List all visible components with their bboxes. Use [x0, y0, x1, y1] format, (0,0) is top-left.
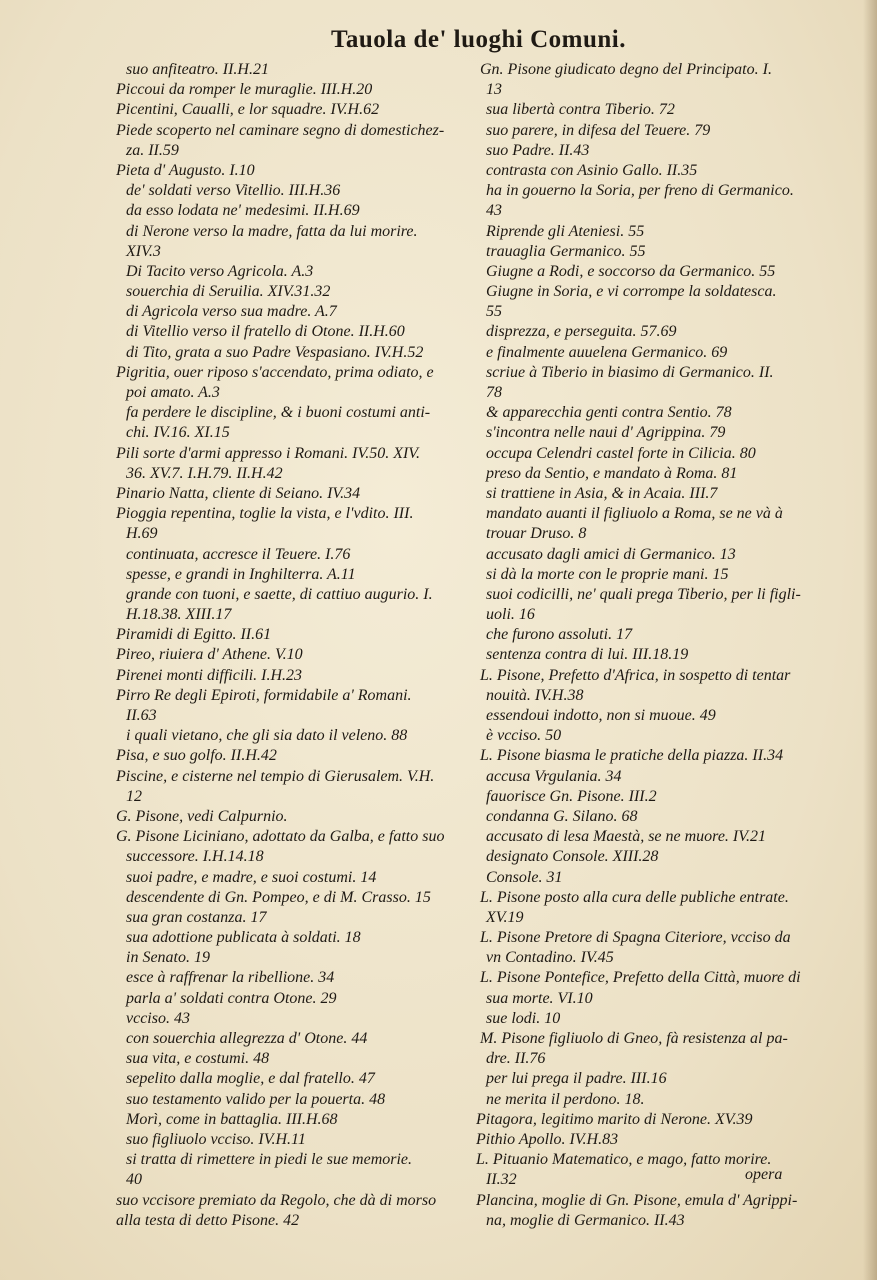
index-entry-line: 55: [486, 303, 502, 321]
index-entry-line: da esso lodata ne' medesimi. II.H.69: [126, 202, 360, 220]
index-entry-line: suo anfiteatro. II.H.21: [126, 61, 269, 78]
index-entry-line: che furono assoluti. 17: [486, 626, 633, 644]
index-entry-line: sua adottione publicata à soldati. 18: [126, 929, 361, 947]
index-entry-line: Giugne a Rodi, e soccorso da Germanico. 55: [486, 262, 776, 280]
index-entry-line: è vcciso. 50: [486, 727, 562, 745]
index-entry-line: fa perdere le discipline, & i buoni costumi anti-: [126, 404, 431, 422]
index-entry-line: & apparecchia genti contra Sentio. 78: [486, 404, 732, 422]
index-entry-line: Pitagora, legitimo marito di Nerone. XV.39: [476, 1110, 753, 1128]
index-entry-line: contrasta con Asinio Gallo. II.35: [486, 161, 698, 179]
index-entry-line: designato Console. XIII.28: [486, 848, 659, 866]
index-entry-line: sua gran costanza. 17: [126, 908, 267, 926]
index-entry-line: accusato dagli amici di Germanico. 13: [486, 545, 736, 563]
index-entry-line: con souerchia allegrezza d' Otone. 44: [126, 1030, 368, 1047]
index-entry-line: M. Pisone figliuolo di Gneo, fà resistenza al pa-: [480, 1030, 788, 1047]
index-entry-line: suo figliuolo vcciso. IV.H.11: [126, 1130, 306, 1148]
index-entry-line: Pithio Apollo. IV.H.83: [476, 1130, 619, 1148]
index-entry-line: Pili sorte d'armi appresso i Romani. IV.50. XIV.: [116, 444, 421, 462]
index-entry-line: Piede scoperto nel caminare segno di domestichez-: [116, 121, 445, 139]
index-entry-line: Pieta d' Augusto. I.10: [116, 161, 255, 179]
index-entry-line: uoli. 16: [486, 606, 535, 624]
index-entry-line: trauaglia Germanico. 55: [486, 242, 646, 260]
index-entry-line: disprezza, e perseguita. 57.69: [486, 323, 677, 341]
index-entry-line: sua morte. VI.10: [486, 989, 593, 1007]
index-entry-line: preso da Sentio, e mandato à Roma. 81: [486, 464, 738, 482]
index-entry-line: chi. IV.16. XI.15: [126, 424, 230, 442]
index-entry-line: Picentini, Caualli, e lor squadre. IV.H.62: [116, 101, 380, 119]
index-entry-line: successore. I.H.14.18: [126, 848, 264, 866]
index-entry-line: di Agricola verso sua madre. A.7: [126, 303, 337, 321]
index-entry-line: 43: [486, 202, 502, 220]
index-entry-line: si tratta di rimettere in piedi le sue memorie.: [126, 1151, 413, 1169]
index-entry-line: sua vita, e costumi. 48: [126, 1050, 270, 1068]
index-entry-line: spesse, e grandi in Inghilterra. A.11: [126, 565, 356, 583]
index-entry-line: si trattiene in Asia, & in Acaia. III.7: [486, 484, 718, 502]
index-entry-line: II.32: [486, 1171, 517, 1189]
index-entry-line: Pireo, riuiera d' Athene. V.10: [116, 646, 303, 664]
index-entry-line: II.63: [126, 707, 157, 724]
left-column: [116, 60, 472, 1231]
index-entry-line: za. II.59: [126, 141, 179, 159]
index-entry-line: de' soldati verso Vitellio. III.H.36: [126, 182, 341, 200]
index-entry-line: L. Pituanio Matematico, e mago, fatto morire.: [476, 1151, 772, 1169]
index-entry-line: si dà la morte con le proprie mani. 15: [486, 565, 729, 583]
index-entry-line: alla testa di detto Pisone. 42: [116, 1211, 300, 1229]
index-entry-line: suo Padre. II.43: [486, 141, 590, 159]
index-entry-line: Di Tacito verso Agricola. A.3: [126, 262, 314, 280]
index-entry-line: vn Contadino. IV.45: [486, 949, 614, 967]
index-entry-line: 12: [126, 787, 142, 805]
index-entry-line: di Vitellio verso il fratello di Otone. II.H.60: [126, 323, 405, 341]
index-entry-line: H.69: [126, 525, 158, 543]
index-entry-line: 36. XV.7. I.H.79. II.H.42: [126, 464, 283, 482]
index-entry-line: G. Pisone Liciniano, adottato da Galba, e fatto suo: [116, 828, 445, 846]
index-entry-line: sua libertà contra Tiberio. 72: [486, 101, 675, 119]
index-entry-line: XIV.3: [126, 242, 161, 260]
right-column: [476, 60, 826, 1231]
index-entry-line: suo parere, in difesa del Teuere. 79: [486, 121, 711, 139]
index-entry-line: Pirro Re degli Epiroti, formidabile a' Romani.: [116, 686, 412, 704]
page-header: Tauola de' luoghi Comuni.: [330, 26, 626, 53]
index-entry-line: occupa Celendri castel forte in Cilicia. 80: [486, 444, 756, 462]
catchword: opera: [745, 1166, 783, 1183]
index-entry-line: Giugne in Soria, e vi corrompe la soldatesca.: [486, 283, 777, 301]
index-entry-line: L. Pisone Pretore di Spagna Citeriore, vcciso da: [480, 929, 791, 947]
index-entry-line: s'incontra nelle naui d' Agrippina. 79: [486, 424, 726, 442]
index-entry-line: di Nerone verso la madre, fatta da lui morire.: [126, 222, 418, 240]
index-entry-line: suoi padre, e madre, e suoi costumi. 14: [126, 868, 377, 886]
index-entry-line: per lui prega il padre. III.16: [486, 1070, 667, 1088]
index-entry-line: Piramidi di Egitto. II.61: [116, 626, 272, 644]
index-entry-line: essendoui indotto, non si muoue. 49: [486, 707, 716, 724]
index-entry-line: sepelito dalla moglie, e dal fratello. 47: [126, 1070, 375, 1088]
index-entry-line: 13: [486, 81, 502, 99]
index-entry-line: trouar Druso. 8: [486, 525, 587, 543]
index-entry-line: nouità. IV.H.38: [486, 686, 584, 704]
index-entry-line: di Tito, grata a suo Padre Vespasiano. IV.H.52: [126, 343, 424, 361]
index-entry-line: Piscine, e cisterne nel tempio di Gierusalem. V.H.: [116, 767, 435, 785]
index-entry-line: G. Pisone, vedi Calpurnio.: [116, 807, 288, 825]
index-entry-line: Morì, come in battaglia. III.H.68: [126, 1110, 338, 1128]
index-entry-line: Pirenei monti difficili. I.H.23: [116, 666, 303, 684]
index-entry-line: souerchia di Seruilia. XIV.31.32: [126, 283, 331, 301]
index-entry-line: vcciso. 43: [126, 1009, 190, 1027]
index-entry-line: descendente di Gn. Pompeo, e di M. Crasso. 15: [126, 888, 431, 906]
index-entry-line: i quali vietano, che gli sia dato il veleno. 88: [126, 727, 408, 745]
index-entry-line: L. Pisone biasma le pratiche della piazza. II.34: [480, 747, 784, 765]
index-entry-line: esce à raffrenar la ribellione. 34: [126, 969, 335, 987]
index-entry-line: L. Pisone Pontefice, Prefetto della Città, muore di: [480, 969, 801, 987]
index-entry-line: mandato auanti il figliuolo a Roma, se ne và à: [486, 505, 783, 523]
index-entry-line: grande con tuoni, e saette, di cattiuo augurio. I.: [126, 585, 433, 603]
index-entry-line: Pisa, e suo golfo. II.H.42: [116, 747, 277, 765]
index-entry-line: XV.19: [486, 908, 524, 926]
index-entry-line: Gn. Pisone giudicato degno del Principato. I.: [480, 61, 772, 78]
index-entry-line: Console. 31: [486, 868, 563, 886]
index-entry-line: suo testamento valido per la pouerta. 48: [126, 1090, 386, 1108]
index-entry-line: H.18.38. XIII.17: [126, 606, 232, 624]
index-entry-line: Pioggia repentina, toglie la vista, e l'vdito. III.: [116, 505, 414, 523]
index-entry-line: Pigritia, ouer riposo s'accendato, prima odiato, e: [116, 363, 434, 381]
index-entry-line: scriue à Tiberio in biasimo di Germanico. II.: [486, 363, 774, 381]
index-entry-line: Plancina, moglie di Gn. Pisone, emula d' Agrippi-: [476, 1191, 798, 1209]
index-entry-line: accusa Vrgulania. 34: [486, 767, 622, 785]
index-entry-line: L. Pisone posto alla cura delle publiche entrate.: [480, 888, 789, 906]
index-entry-line: Piccoui da romper le muraglie. III.H.20: [116, 81, 373, 99]
index-entry-line: parla a' soldati contra Otone. 29: [126, 989, 337, 1007]
index-entry-line: na, moglie di Germanico. II.43: [486, 1211, 685, 1229]
index-entry-line: sentenza contra di lui. III.18.19: [486, 646, 689, 664]
index-entry-line: Pinario Natta, cliente di Seiano. IV.34: [116, 484, 361, 502]
index-entry-line: poi amato. A.3: [126, 384, 220, 401]
index-entry-line: ne merita il perdono. 18.: [486, 1090, 645, 1108]
index-entry-line: 40: [126, 1171, 142, 1189]
index-entry-line: 78: [486, 384, 502, 401]
index-entry-line: continuata, accresce il Teuere. I.76: [126, 545, 351, 563]
index-entry-line: ha in gouerno la Soria, per freno di Germanico.: [486, 182, 794, 200]
index-entry-line: suo vccisore premiato da Regolo, che dà di morso: [116, 1191, 437, 1209]
index-entry-line: e finalmente auuelena Germanico. 69: [486, 343, 728, 361]
index-entry-line: Riprende gli Ateniesi. 55: [486, 222, 645, 240]
index-entry-line: sue lodi. 10: [486, 1009, 561, 1027]
index-entry-line: dre. II.76: [486, 1050, 546, 1068]
index-entry-line: accusato di lesa Maestà, se ne muore. IV.21: [486, 828, 766, 846]
index-entry-line: fauorisce Gn. Pisone. III.2: [486, 787, 657, 805]
index-entry-line: condanna G. Silano. 68: [486, 807, 638, 825]
index-entry-line: in Senato. 19: [126, 949, 210, 967]
index-entry-line: suoi codicilli, ne' quali prega Tiberio, per li figli-: [486, 585, 801, 603]
index-entry-line: L. Pisone, Prefetto d'Africa, in sospetto di tentar: [480, 666, 791, 684]
